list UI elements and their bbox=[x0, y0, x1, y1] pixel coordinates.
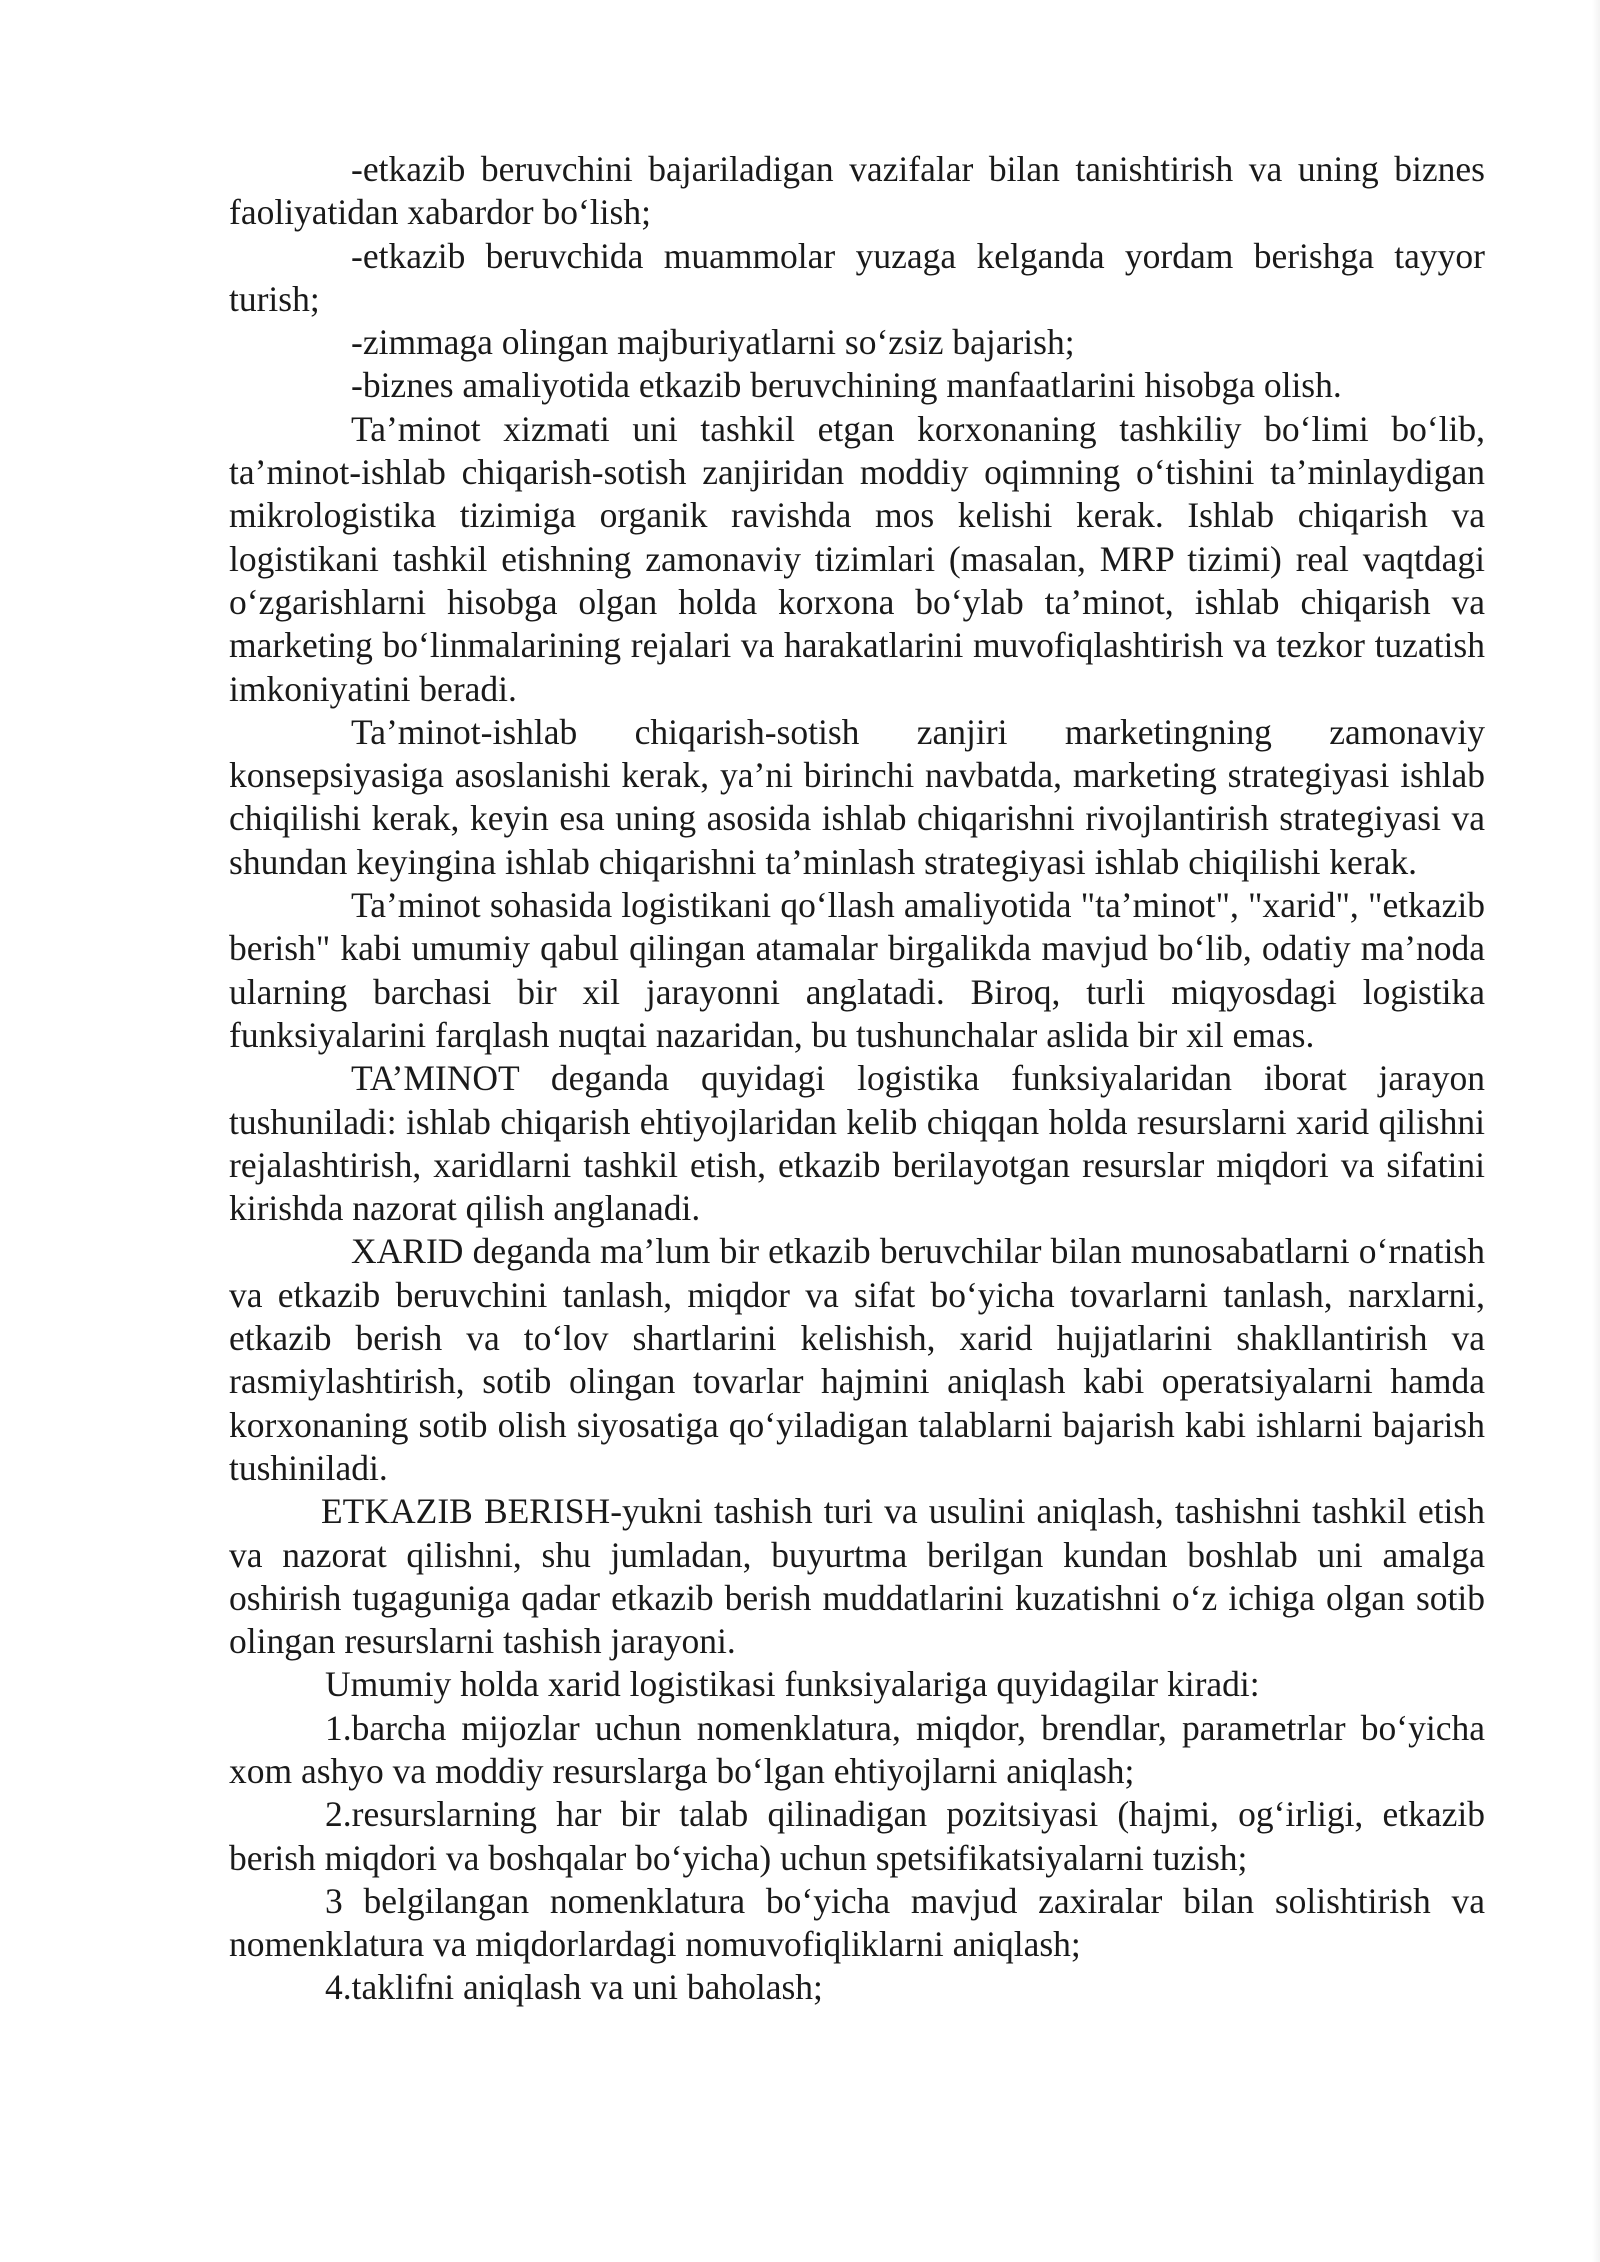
list-item: 3 belgilangan nomenklatura bo‘yicha mavjud zaxiralar bilan solishtirish va nomenklatura va miqdorlardagi nomuvofiqliklarni aniqlash; bbox=[229, 1880, 1485, 1965]
document-page bbox=[229, 148, 1485, 2010]
paragraph: -biznes amaliyotida etkazib beruvchining manfaatlarini hisobga olish. bbox=[351, 365, 1342, 406]
paragraph: ETKAZIB BERISH-yukni tashish turi va usulini aniqlash, tashishni tashkil etish va nazorat qilishni, shu jumladan, buyurtma berilgan kundan boshlab uni amalga oshirish tugaguniga qadar etkazib berish muddatlarini kuzatishni o‘z ichiga olgan sotib olingan resurslarni tashish jarayoni. bbox=[229, 1491, 1485, 1662]
paragraph: -zimmaga olingan majburiyatlarni so‘zsiz bajarish; bbox=[351, 322, 1075, 363]
paragraph: Ta’minot-ishlab chiqarish-sotish zanjiri marketingning zamonaviy konsepsiyasiga asoslanishi kerak, ya’ni birinchi navbatda, marketing strategiyasi ishlab chiqilishi kerak, keyin esa uning asosida ishlab chiqarishni rivojlantirish strategiyasi va shundan keyingina ishlab chiqarishni ta’minlash strategiyasi ishlab chiqilishi kerak. bbox=[229, 711, 1485, 882]
paragraph: TA’MINOT deganda quyidagi logistika funksiyalaridan iborat jarayon tushuniladi: ishlab chiqarish ehtiyojlaridan kelib chiqqan holda resurslarni xarid qilishni rejalashtirish, xaridlarni tashkil etish, etkazib berilayotgan resurslar miqdori va sifatini kirishda nazorat qilish anglanadi. bbox=[229, 1058, 1485, 1229]
paragraph: Umumiy holda xarid logistikasi funksiyalariga quyidagilar kiradi: bbox=[325, 1664, 1260, 1705]
paragraph: -etkazib beruvchida muammolar yuzaga kelganda yordam berishga tayyor turish; bbox=[229, 235, 1485, 319]
paragraph: XARID deganda ma’lum bir etkazib beruvchilar bilan munosabatlarni o‘rnatish va etkazib beruvchini tanlash, miqdor va sifat bo‘yicha tovarlarni tanlash, narxlarni, etkazib berish va to‘lov shartlarini kelishish, xarid hujjatlarini shakllantirish va rasmiylashtirish, sotib olingan tovarlar hajmini aniqlash kabi operatsiyalarni hamda korxonaning sotib olish siyosatiga qo‘yiladigan talablarni bajarish kabi ishlarni bajarish tushiniladi. bbox=[229, 1231, 1485, 1488]
list-item: 2.resurslarning har bir talab qilinadigan pozitsiyasi (hajmi, og‘irligi, etkazib berish miqdori va boshqalar bo‘yicha) uchun spetsifikatsiyalarni tuzish; bbox=[229, 1794, 1485, 1878]
paragraph: Ta’minot xizmati uni tashkil etgan korxonaning tashkiliy bo‘limi bo‘lib, ta’minot-ishlab chiqarish-sotish zanjiridan moddiy oqimning o‘tishini ta’minlaydigan mikrologistika tizimiga organik ravishda mos kelishi kerak. Ishlab chiqarish va logistikani tashkil etishning zamonaviy tizimlari (masalan, MRP tizimi) real vaqtdagi o‘zgarishlarni hisobga olgan holda korxona bo‘ylab ta’minot, ishlab chiqarish va marketing bo‘linmalarining rejalari va harakatlarini muvofiqlashtirish va tezkor tuzatish imkoniyatini beradi. bbox=[229, 408, 1485, 709]
scan-edge-shadow bbox=[1592, 0, 1600, 2262]
paragraph: -etkazib beruvchini bajariladigan vazifalar bilan tanishtirish va uning biznes faoliyatidan xabardor bo‘lish; bbox=[229, 149, 1485, 233]
list-item: 1.barcha mijozlar uchun nomenklatura, miqdor, brendlar, parametrlar bo‘yicha xom ashyo va moddiy resurslarga bo‘lgan ehtiyojlarni aniqlash; bbox=[229, 1707, 1485, 1791]
paragraph: Ta’minot sohasida logistikani qo‘llash amaliyotida "ta’minot", "xarid", "etkazib berish" kabi umumiy qabul qilingan atamalar birgalikda mavjud bo‘lib, odatiy ma’noda ularning barchasi bir xil jarayonni anglatadi. Biroq, turli miqyosdagi logistika funksiyalarini farqlash nuqtai nazaridan, bu tushunchalar aslida bir xil emas. bbox=[229, 885, 1485, 1055]
list-item: 4.taklifni aniqlash va uni baholash; bbox=[325, 1967, 823, 2008]
